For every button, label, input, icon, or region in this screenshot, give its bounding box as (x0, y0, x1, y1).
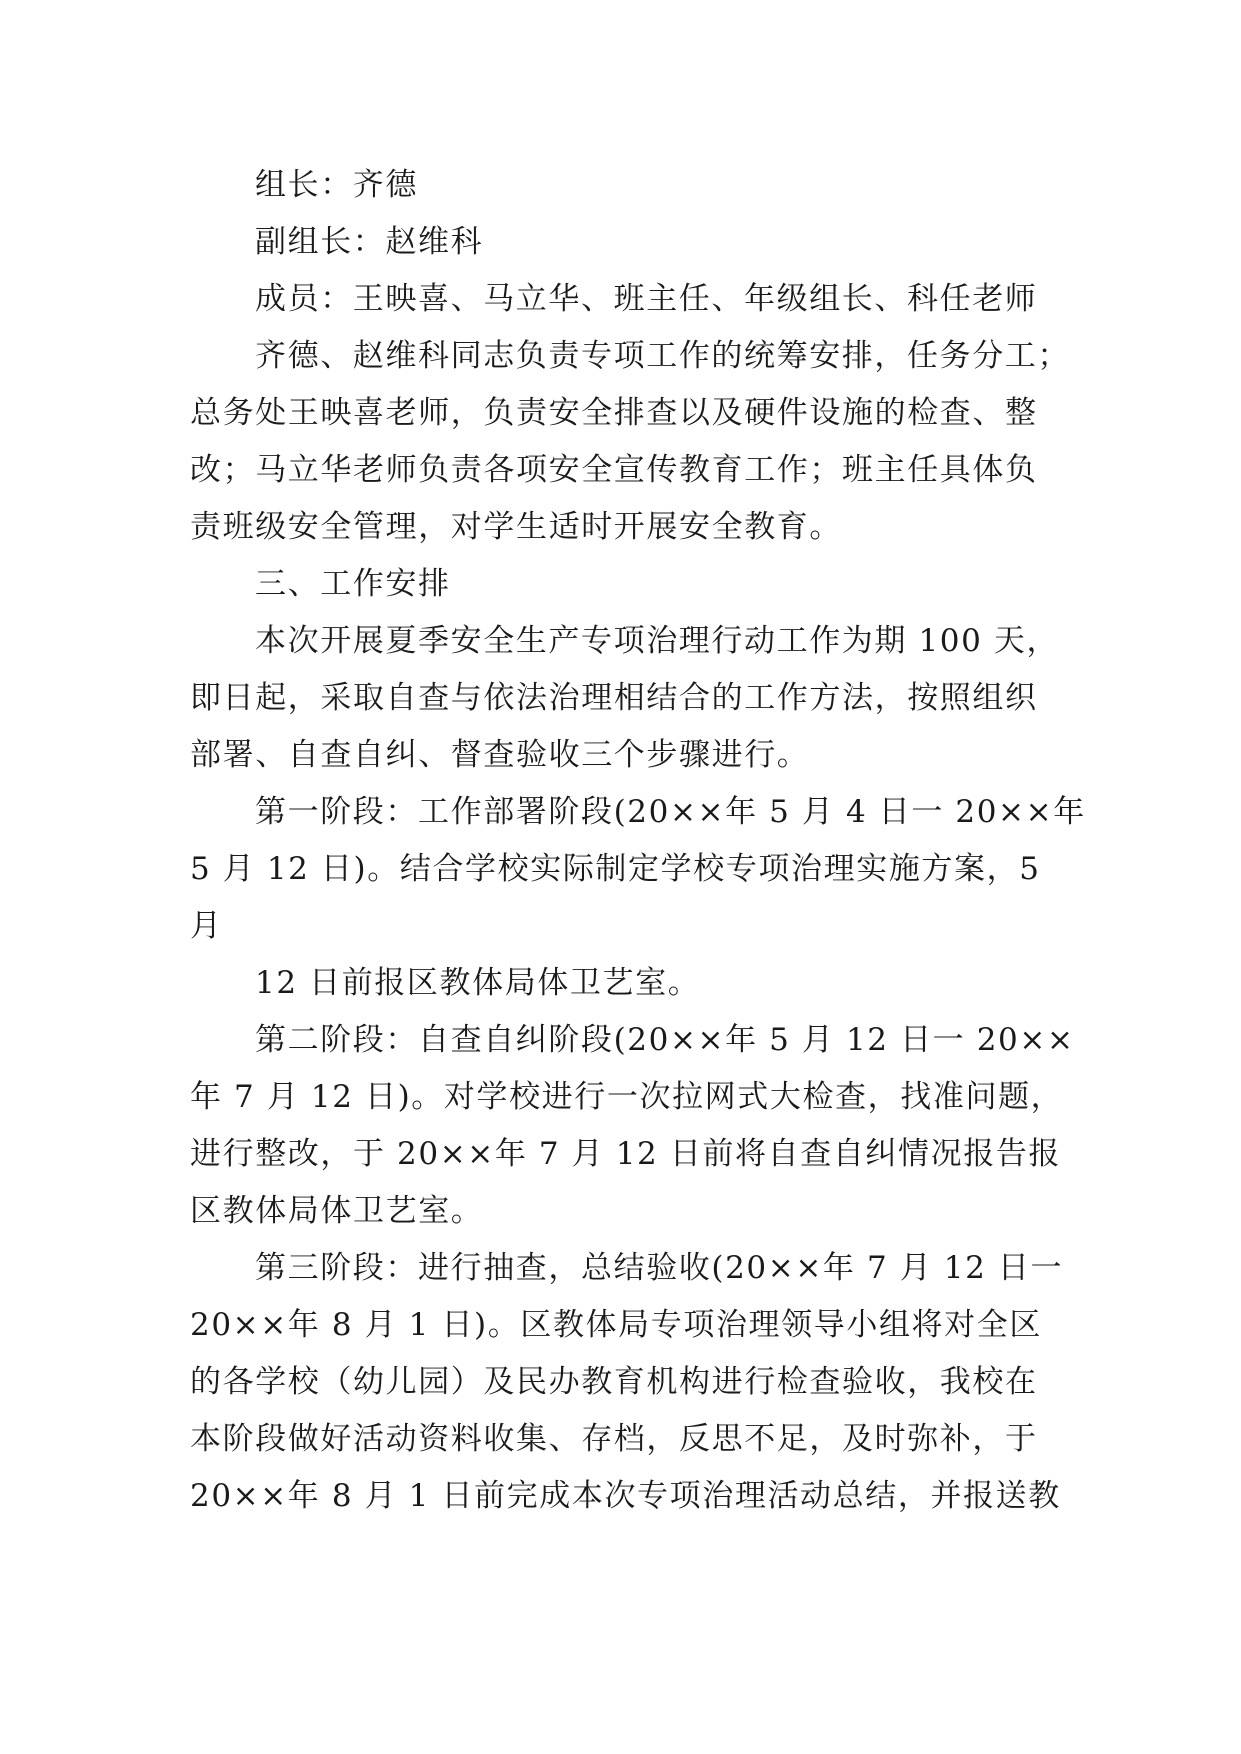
text-line: 改；马立华老师负责各项安全宣传教育工作；班主任具体负 (190, 452, 1038, 488)
text-line: 12 日前报区教体局体卫艺室。 (255, 965, 701, 1001)
text-line: 20××年 8 月 1 日)。区教体局专项治理领导小组将对全区 (190, 1307, 1042, 1343)
text-line: 第二阶段：自查自纠阶段(20××年 5 月 12 日一 20×× (255, 1022, 1075, 1058)
text-line: 月 (190, 908, 223, 944)
text-line: 第三阶段：进行抽查，总结验收(20××年 7 月 12 日一 (255, 1250, 1064, 1286)
section-heading: 三、工作安排 (255, 566, 451, 602)
text-line: 的各学校（幼儿园）及民办教育机构进行检查验收，我校在 (190, 1364, 1038, 1400)
text-line: 进行整改，于 20××年 7 月 12 日前将自查自纠情况报告报 (190, 1136, 1062, 1172)
text-line: 本次开展夏季安全生产专项治理行动工作为期 100 天， (255, 623, 1060, 659)
text-line: 总务处王映喜老师，负责安全排查以及硬件设施的检查、整 (190, 395, 1038, 431)
text-line: 年 7 月 12 日)。对学校进行一次拉网式大检查，找准问题， (190, 1079, 1064, 1115)
text-line: 部署、自查自纠、督查验收三个步骤进行。 (190, 737, 810, 773)
text-line: 即日起，采取自查与依法治理相结合的工作方法，按照组织 (190, 680, 1038, 716)
text-line: 齐德、赵维科同志负责专项工作的统筹安排，任务分工； (255, 338, 1070, 374)
text-line: 成员：王映喜、马立华、班主任、年级组长、科任老师 (255, 281, 1038, 317)
text-line: 区教体局体卫艺室。 (190, 1193, 484, 1229)
text-line: 本阶段做好活动资料收集、存档，反思不足，及时弥补，于 (190, 1421, 1038, 1457)
text-line: 5 月 12 日)。结合学校实际制定学校专项治理实施方案，5 (190, 851, 1041, 887)
text-line: 副组长：赵维科 (255, 224, 484, 260)
text-line: 第一阶段：工作部署阶段(20××年 5 月 4 日一 20××年 (255, 794, 1086, 830)
text-line: 20××年 8 月 1 日前完成本次专项治理活动总结，并报送教 (190, 1478, 1061, 1514)
text-line: 组长：齐德 (255, 167, 418, 203)
text-line: 责班级安全管理，对学生适时开展安全教育。 (190, 509, 842, 545)
